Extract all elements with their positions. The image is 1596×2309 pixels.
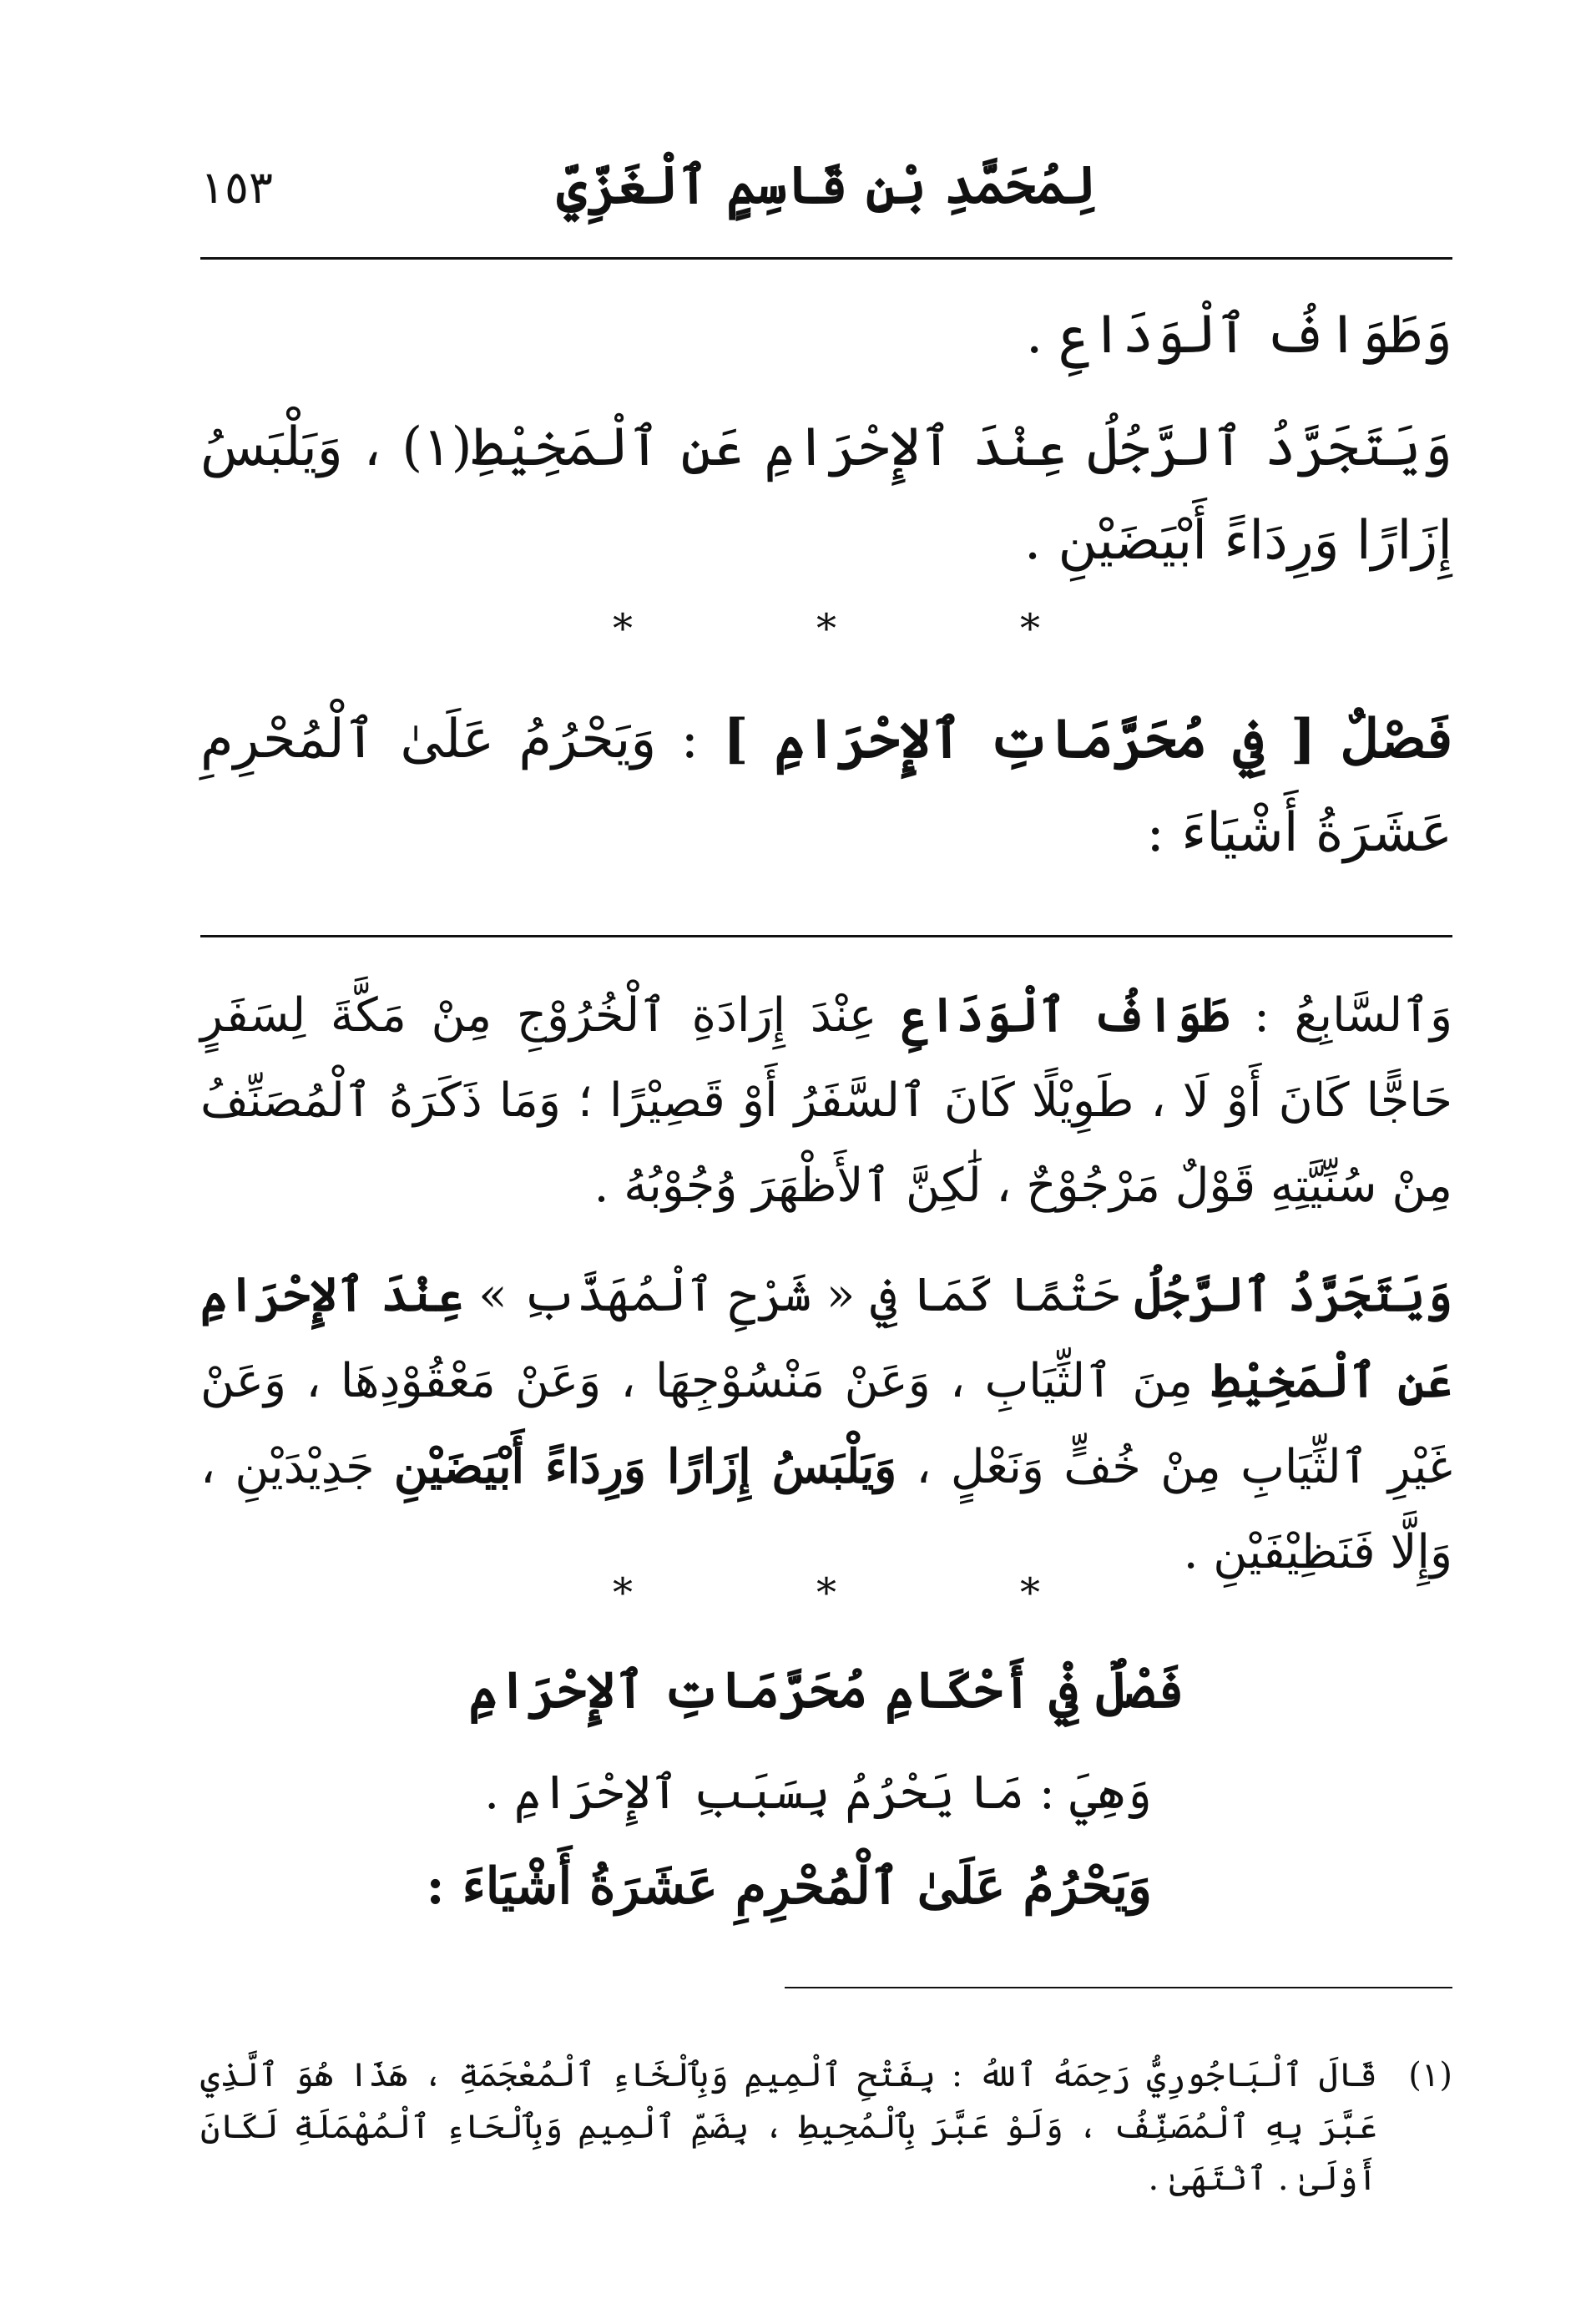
matn-separator-stars	[200, 605, 1452, 652]
star-icon: *	[816, 1569, 836, 1616]
page-number: ١٥٣	[200, 161, 274, 214]
star-icon: *	[613, 1569, 633, 1616]
sharh-text: مِنَ ٱلثِّيَابِ ، وَعَنْ مَنْسُوْجِهَا ، وَعَنْ مَعْقُوْدِهَا ، وَعَنْ غَيْرِ ٱلثِّيَابِ مِنْ خُفٍّ وَنَعْلٍ ،	[200, 1354, 1452, 1494]
section-rule	[200, 935, 1452, 937]
matn-line-tawaf: وَطَوَافُ ٱلْوَدَاعِ .	[1025, 304, 1452, 366]
star-icon: *	[816, 605, 836, 652]
sharh-matn-quote: وَيَلْبَسُ إِزَارًا وَرِدَاءً أَبْيَضَيْنِ	[393, 1439, 897, 1494]
sharh-text: حَتْمًا كَمَا فِي « شَرْحِ ٱلْمُهَذَّبِ »	[478, 1268, 1120, 1322]
sharh-line-wahiya: وَهِيَ : مَا يَحْرُمُ بِسَبَبِ ٱلإِحْرَامِ .	[484, 1766, 1152, 1820]
page-header	[200, 146, 1452, 238]
sharh-matn-quote: طَوَافُ ٱلْوَدَاعِ	[902, 988, 1230, 1043]
footnote	[200, 2049, 1452, 2205]
sharh-text: عِنْدَ إِرَادَةِ ٱلْخُرُوْجِ مِنْ مَكَّةَ لِسَفَرٍ حَاجًّا كَانَ أَوْ لَا ، طَوِيْلًا كَانَ ٱلسَّفَرُ أَوْ قَصِيْرًا ؛ وَمَا ذَكَرَهُ ٱلْمُصَنِّفُ مِنْ سُنِّيَّتِهِ قَوْلٌ مَرْجُوْحٌ ، لَٰكِنَّ ٱلأَظْهَرَ وُجُوْبُهُ .	[200, 988, 1452, 1213]
star-icon: *	[1020, 1569, 1040, 1616]
star-icon: *	[613, 605, 633, 652]
matn-fasl-paragraph	[200, 693, 1452, 880]
sharh-text: جَدِيْدَيْنِ ، وَإِلَّا فَنَظِيْفَيْنِ .	[200, 1440, 1452, 1579]
sharh-paragraph-tajarrud	[200, 1252, 1452, 1595]
star-icon: *	[1020, 605, 1040, 652]
fasl-heading: [ فِي مُحَرَّمَاتِ ٱلإِحْرَامِ ]	[723, 708, 1316, 771]
matn-paragraph-tajarrud: وَيَتَجَرَّدُ ٱلرَّجُلُ عِنْدَ ٱلإِحْرَامِ عَنِ ٱلْمَخِيْطِ(١) ، وَيَلْبَسُ إِزَارًا وَرِدَاءً أَبْيَضَيْنِ .	[200, 417, 1453, 572]
footnote-text: قَالَ ٱلْبَاجُورِيُّ رَحِمَهُ ٱللهُ : بِفَتْحِ ٱلْمِيمِ وَبِٱلْخَاءِ ٱلْمُعْجَمَةِ ، هَذَا هُوَ ٱلَّذِي عَبَّرَ بِهِ ٱلْمُصَنِّفُ ، وَلَوْ عَبَّرَ بِٱلْمُحِيطِ ، بِضَمِّ ٱلْمِيمِ وَبِٱلْحَاءِ ٱلْمُهْمَلَةِ لَكَانَ أَوْلَىٰ . ٱنْتَهَىٰ .	[200, 2056, 1377, 2198]
sharh-fasl-title: فَصْلٌ فِيْ أَحْكَامِ مُحَرَّمَاتِ ٱلإِحْرَامِ	[468, 1661, 1184, 1720]
sharh-lead: وَٱلسَّابِعُ :	[1254, 988, 1453, 1043]
footnote-number: (١)	[1408, 2056, 1452, 2094]
sharh-matn-quote: وَيَتَجَرَّدُ ٱلرَّجُلُ	[1134, 1267, 1453, 1322]
sharh-matn-quote: عِنْدَ ٱلإِحْرَامِ عَنِ ٱلْمَخِيْطِ	[200, 1267, 1452, 1408]
fasl-text: : وَيَحْرُمُ عَلَىٰ ٱلْمُحْرِمِ عَشَرَةُ أَشْيَاءَ :	[200, 709, 1452, 864]
header-rule	[200, 257, 1452, 260]
running-title: لِمُحَمَّدِ بْنِ قَاسِمٍ ٱلْغَزِّيِّ	[556, 154, 1096, 215]
fasl-label: فَصْلٌ	[1340, 708, 1453, 771]
sharh-separator-stars	[200, 1569, 1452, 1616]
footnote-rule	[785, 1987, 1452, 1988]
sharh-line-yahrumu: وَيَحْرُمُ عَلَىٰ ٱلْمُحْرِمِ عَشَرَةُ أَشْيَاءَ :	[426, 1857, 1152, 1916]
sharh-paragraph-sabi	[200, 973, 1452, 1229]
